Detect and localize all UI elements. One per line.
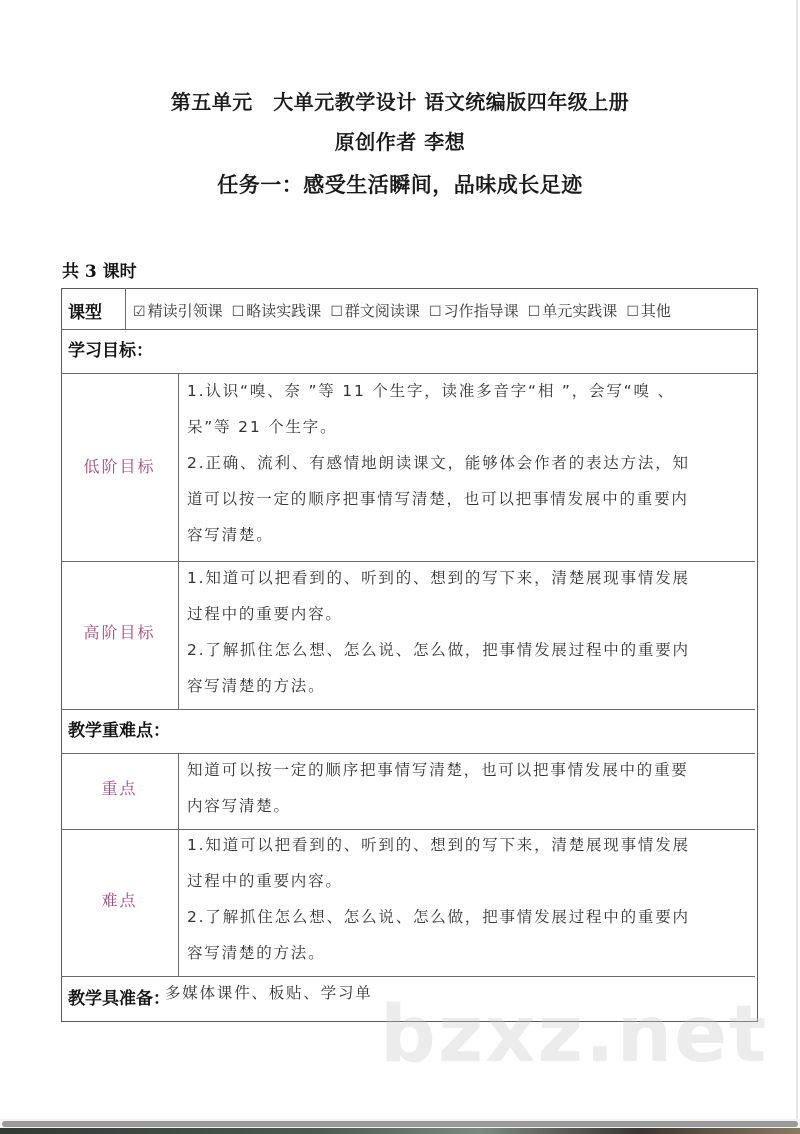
- objectives-heading-row: [61, 330, 758, 374]
- document-author: 原创作者 李想: [334, 130, 466, 154]
- horizontal-scrollbar-thumb[interactable]: [2, 1121, 798, 1127]
- objectives-heading: 学习目标：: [68, 341, 153, 361]
- lesson-type-option[interactable]: ☐ 群文阅读课: [330, 302, 420, 320]
- difficult-point-content: 1.知道可以把看到的、听到的、想到的写下来，清楚展现事情发展 过程中的重要内容。 2.了解抓住怎么想、怎么说、怎么做，把事情发展过程中的重要内 容写清楚的方法。: [187, 836, 690, 962]
- key-points-heading: 教学重难点：: [68, 721, 170, 741]
- key-point-label: 重点: [101, 779, 138, 798]
- lesson-type-option[interactable]: ☑ 精读引领课: [133, 302, 223, 320]
- watermark: bzxz.net: [380, 990, 769, 1080]
- lesson-type-option[interactable]: ☐ 单元实践课: [527, 302, 618, 320]
- lesson-type-option[interactable]: ☐ 略读实践课: [231, 302, 322, 320]
- low-objective-label: 低阶目标: [83, 457, 156, 476]
- checkbox-icon: ☐: [231, 304, 245, 320]
- lesson-type-options: [133, 300, 675, 321]
- checkbox-icon: ☐: [330, 304, 343, 320]
- key-point-row: [61, 754, 755, 830]
- lesson-type-row: [61, 288, 758, 330]
- checkbox-icon: ☐: [429, 304, 442, 320]
- checkbox-icon: ☐: [527, 304, 541, 320]
- high-objective-content: 1.知道可以把看到的、听到的、想到的写下来，清楚展现事情发展 过程中的重要内容。 2.了解抓住怎么想、怎么说、怎么做，把事情发展过程中的重要内 容写清楚的方法。: [187, 569, 690, 695]
- high-objective-row: [61, 562, 755, 710]
- key-point-content: 知道可以按一定的顺序把事情写清楚，也可以把事情发展中的重要 内容写清楚。: [187, 761, 689, 815]
- checked-box-icon: ☑: [133, 304, 146, 320]
- difficult-point-label: 难点: [101, 891, 138, 910]
- low-objective-content: 1.认识“嗅、奈 ”等 11 个生字，读准多音字“相 ”，会写“嗅 、 呆”等 21 个生字。 2.正确、流利、有感情地朗读课文，能够体会作者的表达方法，知 道可以按一定的顺序把事情写清楚，也可以把事情发展中的重要内 容写清楚。: [187, 382, 690, 544]
- materials-value: 多媒体课件、板贴、学习单: [165, 984, 373, 1002]
- page-edge: [796, 0, 798, 1120]
- high-objective-label: 高阶目标: [83, 623, 156, 642]
- desktop-background-strip: [0, 1128, 800, 1134]
- total-hours: 共 3 课时: [62, 262, 137, 282]
- key-points-heading-row: [61, 710, 755, 754]
- materials-heading: 教学具准备：: [68, 989, 170, 1009]
- document-title: 第五单元 大单元教学设计 语文统编版四年级上册: [170, 90, 630, 114]
- lesson-type-option[interactable]: ☐ 其他: [626, 302, 671, 320]
- checkbox-icon: ☐: [626, 304, 639, 320]
- low-objective-row: [61, 374, 755, 562]
- difficult-point-row: [61, 830, 755, 977]
- lesson-type-option[interactable]: ☐ 习作指导课: [429, 302, 519, 320]
- lesson-type-label: 课型: [68, 303, 102, 323]
- task-title: 任务一：感受生活瞬间，品味成长足迹: [217, 172, 583, 197]
